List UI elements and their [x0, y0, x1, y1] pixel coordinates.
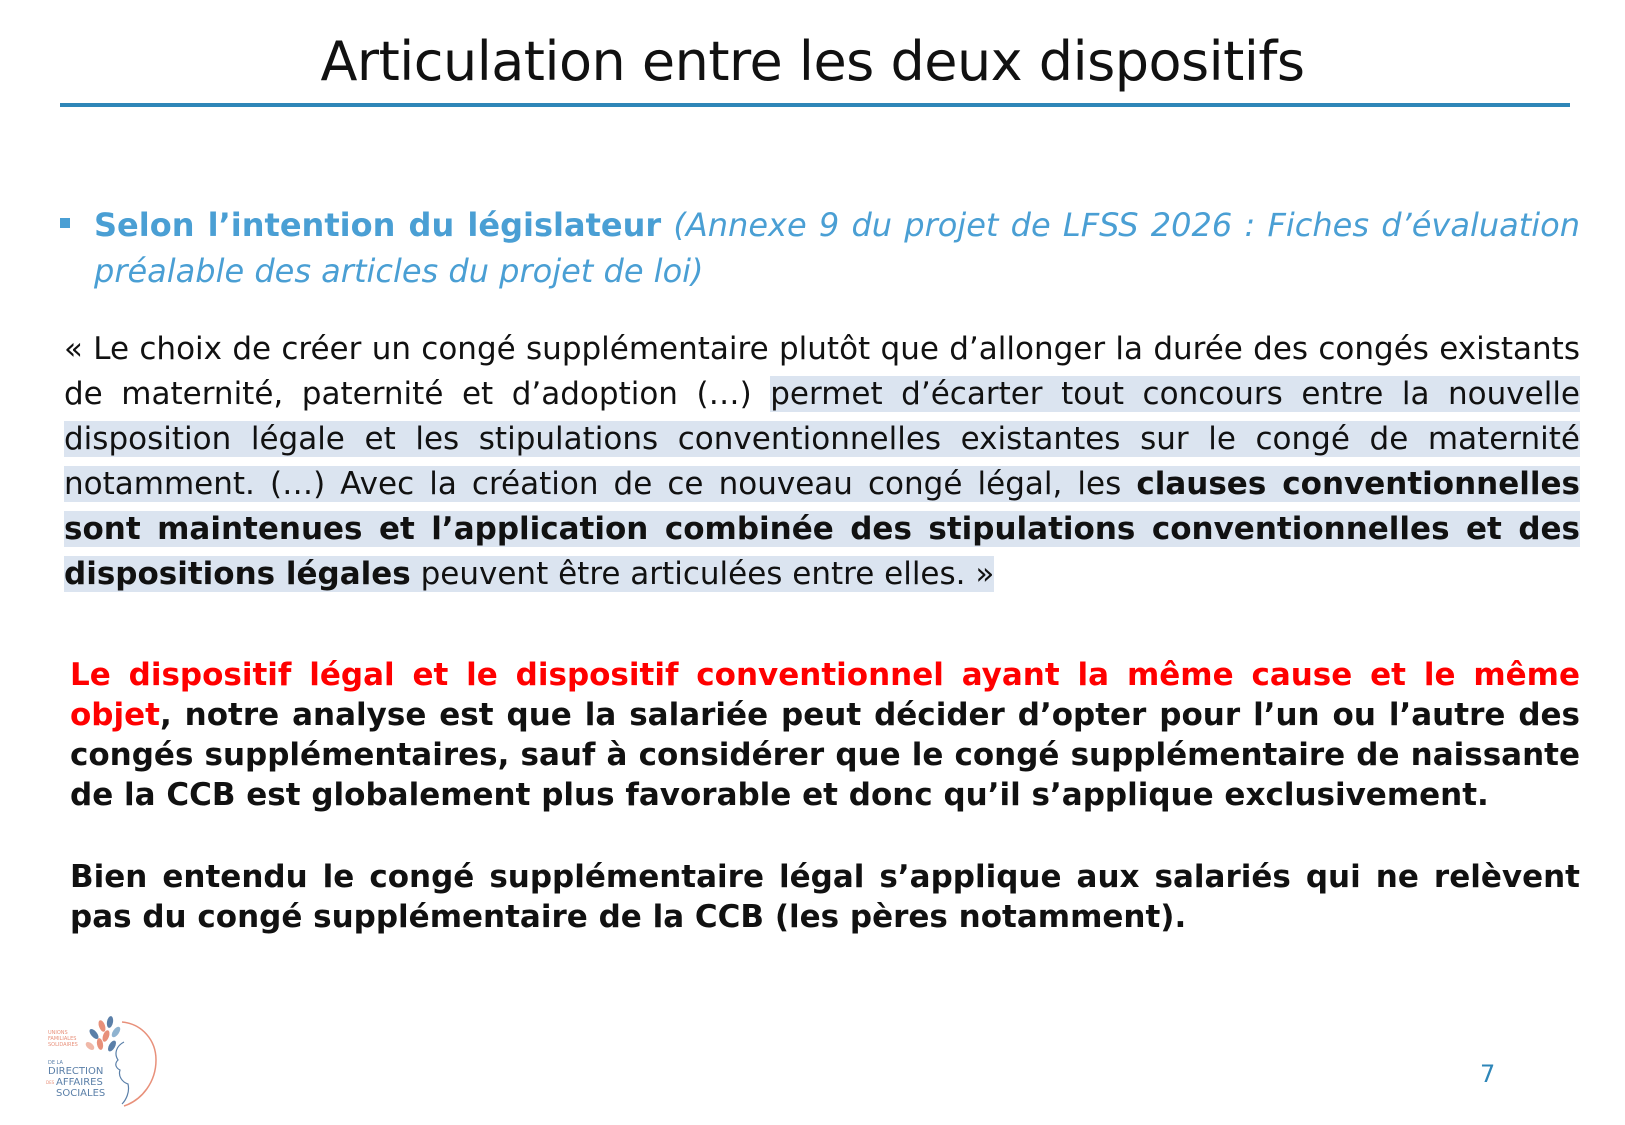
logo-small-line-4: DE LA: [48, 1060, 63, 1066]
square-bullet-icon: [60, 218, 70, 228]
bullet-item: [60, 202, 1580, 294]
logo-small-line-1: UNIONS: [48, 1030, 68, 1036]
analysis-red-text: Le dispositif légal et le dispositif conventionnel ayant la même cause et le même objet: [70, 657, 1580, 733]
bullet-source: (Annexe 9 du projet de LFSS 2026 : Fiches d’évaluation préalable des articles du projet de loi): [94, 206, 1581, 290]
quote-bold-part: clauses conventionnelles sont maintenues et l’application combinée des stipulations conventionnelles et des dispositions légales: [64, 466, 1580, 592]
quote-part-4: peuvent être articulées entre elles. »: [410, 556, 995, 592]
quote-part-1: « Le choix de créer un congé supplémentaire plutôt que d’allonger la durée des congés existants de maternité, paternité et d’adoption (…): [64, 331, 1580, 412]
title-divider: [60, 103, 1570, 107]
slide-title: Articulation entre les deux dispositifs: [320, 30, 1305, 93]
logo-small-des: DES: [46, 1080, 55, 1085]
bullet-text: [94, 202, 1580, 294]
logo-word-sociales: SOCIALES: [56, 1088, 106, 1099]
analysis-rest-text: , notre analyse est que la salariée peut décider d’opter pour l’un ou l’autre des congés supplémentaires, sauf à considérer que le congé supplémentaire de naissante de la CCB est globalement plus favorable et donc qu’il s’applique exclusivement.: [70, 697, 1580, 813]
analysis-paragraph: [70, 655, 1580, 815]
quote-part-2: permet d’écarter tout concours entre la nouvelle disposition légale et les stipulations conventionnelles existantes sur le congé de maternité notamment. (…) Avec la création de ce nouveau congé légal, les: [64, 376, 1581, 502]
legislator-quote: [64, 327, 1580, 597]
page-number: 7: [1480, 1060, 1496, 1088]
bullet-heading: Selon l’intention du législateur: [94, 206, 662, 244]
logo-small-line-2: FAMILIALES: [48, 1036, 77, 1042]
logo-small-line-3: SOLIDAIRES: [48, 1042, 78, 1048]
note-paragraph: Bien entendu le congé supplémentaire légal s’applique aux salariés qui ne relèvent pas du congé supplémentaire de la CCB (les pères notamment).: [70, 859, 1580, 935]
logo-word-affaires: AFFAIRES: [56, 1077, 103, 1088]
logo-word-direction: DIRECTION: [48, 1066, 104, 1077]
direction-affaires-sociales-logo: [44, 1012, 164, 1112]
